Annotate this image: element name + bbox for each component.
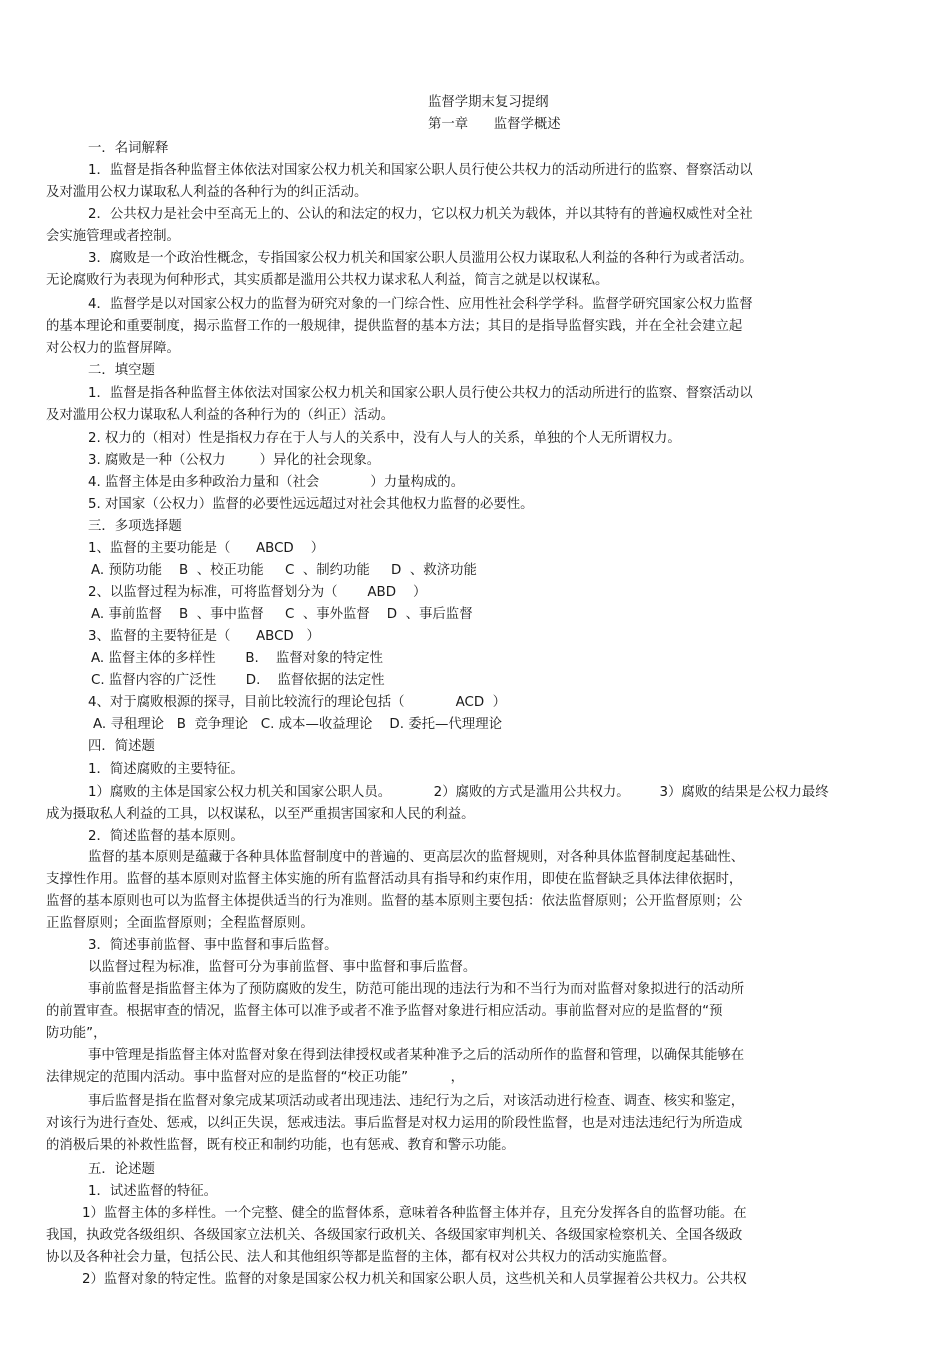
paragraph-line: 会实施管理或者控制。 — [46, 229, 180, 244]
paragraph-line: 正监督原则；全面监督原则；全程监督原则。 — [46, 916, 314, 931]
paragraph-line: 4．监督学是以对国家公权力的监督为研究对象的一门综合性、应用性社会科学学科。监督学研究国家公权力监督 — [88, 297, 753, 312]
paragraph-line: 2．公共权力是社会中至高无上的、公认的和法定的权力，它以权力机关为载体，并以其特有的普遍权威性对全社 — [88, 207, 753, 222]
section-heading: 三．多项选择题 — [88, 519, 182, 534]
paragraph-line: 5. 对国家（公权力）监督的必要性远远超过对社会其他权力监督的必要性。 — [88, 497, 534, 512]
paragraph-line: 无论腐败行为表现为何种形式，其实质都是滥用公共权力谋求私人利益，简言之就是以权谋私。 — [46, 273, 609, 288]
paragraph-line: 成为摄取私人利益的工具，以权谋私，以至严重损害国家和人民的利益。 — [46, 807, 475, 822]
options-line: A. 事前监督 B 、事中监督 C 、事外监督 D 、事后监督 — [91, 607, 473, 622]
paragraph-line: 2. 权力的（相对）性是指权力存在于人与人的关系中，没有人与人的关系，单独的个人无所谓权力。 — [88, 431, 681, 446]
paragraph-line: 1．监督是指各种监督主体依法对国家公权力机关和国家公职人员行使公共权力的活动所进行的监察、督察活动以 — [88, 386, 753, 401]
question-line: 1．简述腐败的主要特征。 — [88, 762, 244, 777]
paragraph-line: 事中管理是指监督主体对监督对象在得到法律授权或者某种准予之后的活动所作的监督和管理，以确保其能够在 — [88, 1048, 745, 1063]
options-line: C. 监督内容的广泛性 D. 监督依据的法定性 — [91, 673, 385, 688]
paragraph-line: 2）监督对象的特定性。监督的对象是国家公权力机关和国家公职人员，这些机关和人员掌握着公共权力。公共权 — [82, 1272, 747, 1287]
paragraph-line: 支撑性作用。监督的基本原则对监督主体实施的所有监督活动具有指导和约束作用，即使在监督缺乏具体法律依据时， — [46, 872, 743, 887]
paragraph-line: 事前监督是指监督主体为了预防腐败的发生，防范可能出现的违法行为和不当行为而对监督对象拟进行的活动所 — [88, 982, 745, 997]
question-line: 3、监督的主要特征是（ ABCD ） — [88, 629, 320, 644]
section-heading: 二．填空题 — [88, 363, 155, 378]
paragraph-line: 以监督过程为标准，监督可分为事前监督、事中监督和事后监督。 — [88, 960, 477, 975]
paragraph-line: 4. 监督主体是由多种政治力量和（社会 ）力量构成的。 — [88, 475, 465, 490]
paragraph-line: 及对滥用公权力谋取私人利益的各种行为的（纠正）活动。 — [46, 408, 395, 423]
paragraph-line: 防功能”， — [46, 1026, 107, 1041]
paragraph-line: 协以及各种社会力量，包括公民、法人和其他组织等都是监督的主体，都有权对公共权力的活动实施监督。 — [46, 1250, 676, 1265]
paragraph-line: 监督的基本原则也可以为监督主体提供适当的行为准则。监督的基本原则主要包括：依法监督原则；公开监督原则；公 — [46, 894, 743, 909]
paragraph-line: 对该行为进行查处、惩戒，以纠正失误，惩戒违法。事后监督是对权力运用的阶段性监督，也是对违法违纪行为所造成 — [46, 1116, 743, 1131]
options-line: A. 监督主体的多样性 B. 监督对象的特定性 — [91, 651, 383, 666]
question-line: 1．试述监督的特征。 — [88, 1184, 218, 1199]
question-line: 2、以监督过程为标准，可将监督划分为（ ABD ） — [88, 585, 427, 600]
paragraph-line: 的前置审查。根据审查的情况，监督主体可以准予或者不准予监督对象进行相应活动。事前监督对应的是监督的“预 — [46, 1004, 723, 1019]
section-heading: 一．名词解释 — [88, 141, 169, 156]
paragraph-line: 法律规定的范围内活动。事中监督对应的是监督的“校正功能” ， — [46, 1070, 464, 1085]
chapter-heading: 第一章 监督学概述 — [428, 117, 561, 132]
options-line: A. 寻租理论 B 竞争理论 C. 成本—收益理论 D. 委托—代理理论 — [93, 717, 502, 732]
paragraph-line: 的消极后果的补救性监督，既有校正和制约功能，也有惩戒、教育和警示功能。 — [46, 1138, 515, 1153]
question-line: 2．简述监督的基本原则。 — [88, 829, 244, 844]
paragraph-line: 及对滥用公权力谋取私人利益的各种行为的纠正活动。 — [46, 185, 368, 200]
paragraph-line: 1）腐败的主体是国家公权力机关和国家公职人员。 2）腐败的方式是滥用公共权力。 3）腐败的结果是公权力最终 — [88, 785, 829, 800]
question-line: 4、对于腐败根源的探寻，目前比较流行的理论包括（ ACD ） — [88, 695, 507, 710]
section-heading: 四．简述题 — [88, 739, 155, 754]
paragraph-line: 监督的基本原则是蕴藏于各种具体监督制度中的普遍的、更高层次的监督规则，对各种具体监督制度起基础性、 — [88, 850, 745, 865]
paragraph-line: 1）监督主体的多样性。一个完整、健全的监督体系，意味着各种监督主体并存，且充分发挥各自的监督功能。在 — [82, 1206, 747, 1221]
paragraph-line: 3. 腐败是一种（公权力 ）异化的社会现象。 — [88, 453, 381, 468]
paragraph-line: 3．腐败是一个政治性概念，专指国家公权力机关和国家公职人员滥用公权力谋取私人利益的各种行为或者活动。 — [88, 251, 753, 266]
section-heading: 五．论述题 — [88, 1162, 155, 1177]
paragraph-line: 1．监督是指各种监督主体依法对国家公权力机关和国家公职人员行使公共权力的活动所进行的监察、督察活动以 — [88, 163, 753, 178]
question-line: 1、监督的主要功能是（ ABCD ） — [88, 541, 325, 556]
paragraph-line: 的基本理论和重要制度，揭示监督工作的一般规律，提供监督的基本方法；其目的是指导监督实践，并在全社会建立起 — [46, 319, 743, 334]
options-line: A. 预防功能 B 、校正功能 C 、制约功能 D 、救济功能 — [91, 563, 477, 578]
paragraph-line: 事后监督是指在监督对象完成某项活动或者出现违法、违纪行为之后，对该活动进行检查、调查、核实和鉴定， — [88, 1094, 745, 1109]
document-title: 监督学期末复习提纲 — [428, 95, 549, 110]
paragraph-line: 我国，执政党各级组织、各级国家立法机关、各级国家行政机关、各级国家审判机关、各级国家检察机关、全国各级政 — [46, 1228, 743, 1243]
paragraph-line: 对公权力的监督屏障。 — [46, 341, 180, 356]
question-line: 3．简述事前监督、事中监督和事后监督。 — [88, 938, 338, 953]
